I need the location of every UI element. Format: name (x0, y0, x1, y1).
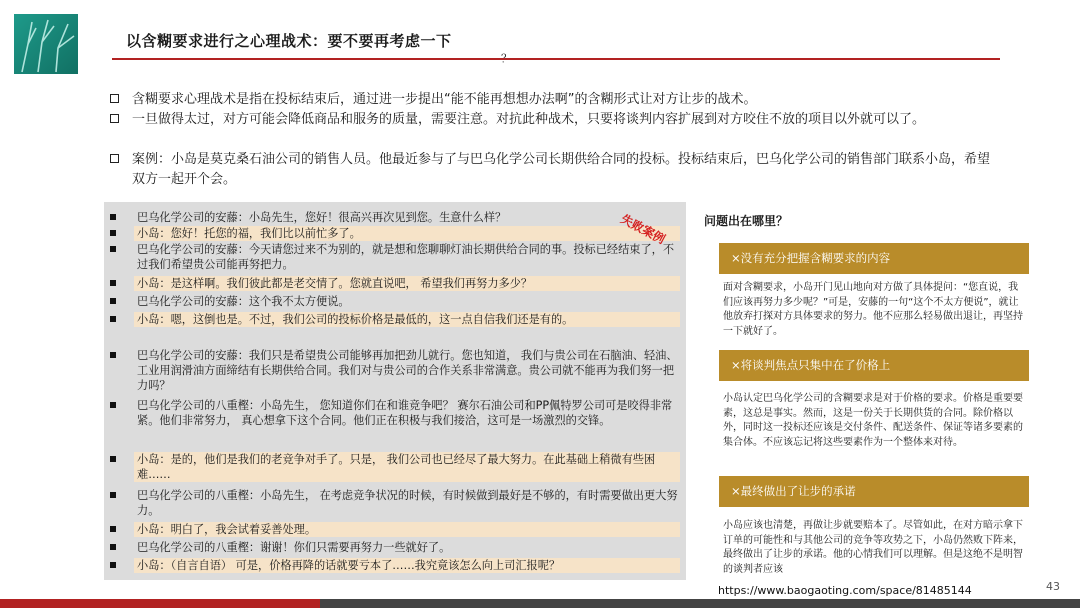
square-bullet-icon (110, 280, 116, 286)
analysis-section-title: ×没有充分把握含糊要求的内容 (719, 243, 1029, 274)
footer-url[interactable]: https://www.baogaoting.com/space/81485144 (718, 584, 972, 597)
dialogue-line (110, 312, 680, 327)
dialogue-text: 巴乌化学公司的八重樫：小岛先生， 您知道你们在和谁竞争吧？ 赛尔石油公司和PP佩特罗公司可是咬得非常紧。他们非常努力， 真心想拿下这个合同。他们正在积极与我们接洽，这可是一场激烈的交锋。 (137, 399, 673, 427)
dialogue-text: 小岛：您好！托您的福，我们比以前忙多了。 (134, 226, 680, 241)
square-bullet-icon (110, 402, 116, 408)
dialogue-line (110, 488, 684, 518)
dialogue-line (110, 294, 684, 309)
dialogue-line (110, 348, 684, 393)
analysis-section-body: 面对含糊要求，小岛开门见山地向对方做了具体提问：“您直说，我们应该再努力多少呢？”可是，安藤的一句“这个不太方便说”，就让他放弃打探对方具体要求的努力。他不应那么轻易做出退让，再坚持一下就好了。 (723, 282, 1023, 337)
square-bullet-icon (110, 456, 116, 462)
intro-text: 含糊要求心理战术是指在投标结束后，通过进一步提出“能不能再想想办法啊”的含糊形式让对方让步的战术。 (132, 92, 757, 107)
dialogue-line (110, 398, 684, 428)
square-bullet-icon (110, 214, 116, 220)
dialogue-text: 巴乌化学公司的八重樫：小岛先生， 在考虑竞争状况的时候，有时候做到最好是不够的，有时需要做出更大努力。 (137, 489, 678, 517)
dialogue-text: 巴乌化学公司的八重樫：谢谢！你们只需要再努力一些就好了。 (137, 541, 451, 554)
watermark: 大数跨境 (20, 577, 114, 603)
square-bullet-icon (110, 246, 116, 252)
intro-text: 案例：小岛是莫克桑石油公司的销售人员。他最近参与了与巴乌化学公司长期供给合同的投标。投标结束后，巴乌化学公司的销售部门联系小岛，希望双方一起开个会。 (132, 152, 991, 187)
dialogue-text: 小岛：是的，他们是我们的老竞争对手了。只是， 我们公司也已经尽了最大努力。在此基础上稍微有些困难…… (134, 452, 680, 482)
square-bullet-icon (110, 492, 116, 498)
dialogue-line (110, 540, 684, 555)
intro-bullet (110, 90, 1000, 110)
raised-hands-icon (14, 14, 78, 74)
analysis-section-body: 小岛应该也清楚，再做让步就要赔本了。尽管如此，在对方暗示拿下订单的可能性和与其他公司的竞争等攻势之下，小岛仍然败下阵来，最终做出了让步的承诺。他的心情我们可以理解。但是这绝不是明智的谈判者应该 (723, 520, 1023, 575)
square-bullet-icon (110, 562, 116, 568)
square-bullet-icon (110, 526, 116, 532)
dialogue-text: 巴乌化学公司的安藤：小岛先生，您好！很高兴再次见到您。生意什么样？ (137, 211, 507, 224)
page-number: 43 (1046, 580, 1060, 593)
logo-image (14, 14, 78, 74)
square-bullet-icon (110, 298, 116, 304)
dialogue-line (110, 242, 684, 272)
dialogue-text: 巴乌化学公司的安藤：今天请您过来不为别的，就是想和您聊聊灯油长期供给合同的事。投标已经结束了，不过我们希望贵公司能再努把力。 (137, 243, 675, 271)
square-bullet-icon (110, 154, 119, 163)
square-bullet-icon (110, 114, 119, 123)
analysis-section-title: ×最终做出了让步的承诺 (719, 476, 1029, 507)
intro-bullet (110, 110, 1000, 130)
failure-case-stamp: 失败案例 (618, 211, 668, 247)
dialogue-line (110, 210, 684, 225)
intro-text: 一旦做得太过，对方可能会降低商品和服务的质量，需要注意。对抗此种战术，只要将谈判内容扩展到对方咬住不放的项目以外就可以了。 (132, 112, 926, 127)
title-divider (112, 58, 1000, 60)
dialogue-line (110, 452, 680, 482)
watermark-ring-icon (20, 581, 38, 599)
dialogue-line (110, 276, 680, 291)
analysis-section-title: ×将谈判焦点只集中在了价格上 (719, 350, 1029, 381)
page-title: 以含糊要求进行之心理战术：要不要再考虑一下 (126, 32, 452, 50)
square-bullet-icon (110, 544, 116, 550)
square-bullet-icon (110, 94, 119, 103)
analysis-heading: 问题出在哪里？ (704, 214, 789, 228)
dialogue-line (110, 522, 680, 537)
intro-bullet (110, 150, 1000, 190)
dialogue-text: 小岛：是这样啊。我们彼此都是老交情了。您就直说吧， 希望我们再努力多少？ (134, 276, 680, 291)
dialogue-line (110, 558, 680, 573)
dialogue-line (110, 226, 680, 241)
dialogue-text: 巴乌化学公司的安藤：这个我不太方便说。 (137, 295, 350, 308)
dialogue-text: 小岛：明白了，我会试着妥善处理。 (134, 522, 680, 537)
dialogue-text: 小岛：嗯，这倒也是。不过，我们公司的投标价格是最低的，这一点自信我们还是有的。 (134, 312, 680, 327)
square-bullet-icon (110, 230, 116, 236)
square-bullet-icon (110, 316, 116, 322)
dialogue-text: 小岛：（自言自语） 可是，价格再降的话就要亏本了……我究竟该怎么向上司汇报呢？ (134, 558, 680, 573)
analysis-section-body: 小岛认定巴乌化学公司的含糊要求是对于价格的要求。价格是重要要素，这总是事实。然而，这是一份关于长期供货的合同。除价格以外，同时这一投标还应该是交付条件、配送条件、保证等诸多要素的集合体。不应该忘记将这些要素作为一个整体来对待。 (723, 393, 1023, 448)
square-bullet-icon (110, 352, 116, 358)
dialogue-text: 巴乌化学公司的安藤：我们只是希望贵公司能够再加把劲儿就行。您也知道， 我们与贵公司在石脑油、轻油、工业用润滑油方面缔结有长期供给合同。我们对与贵公司的合作关系非常满意。贵公司就不能再为我们努一把力吗？ (137, 349, 678, 392)
